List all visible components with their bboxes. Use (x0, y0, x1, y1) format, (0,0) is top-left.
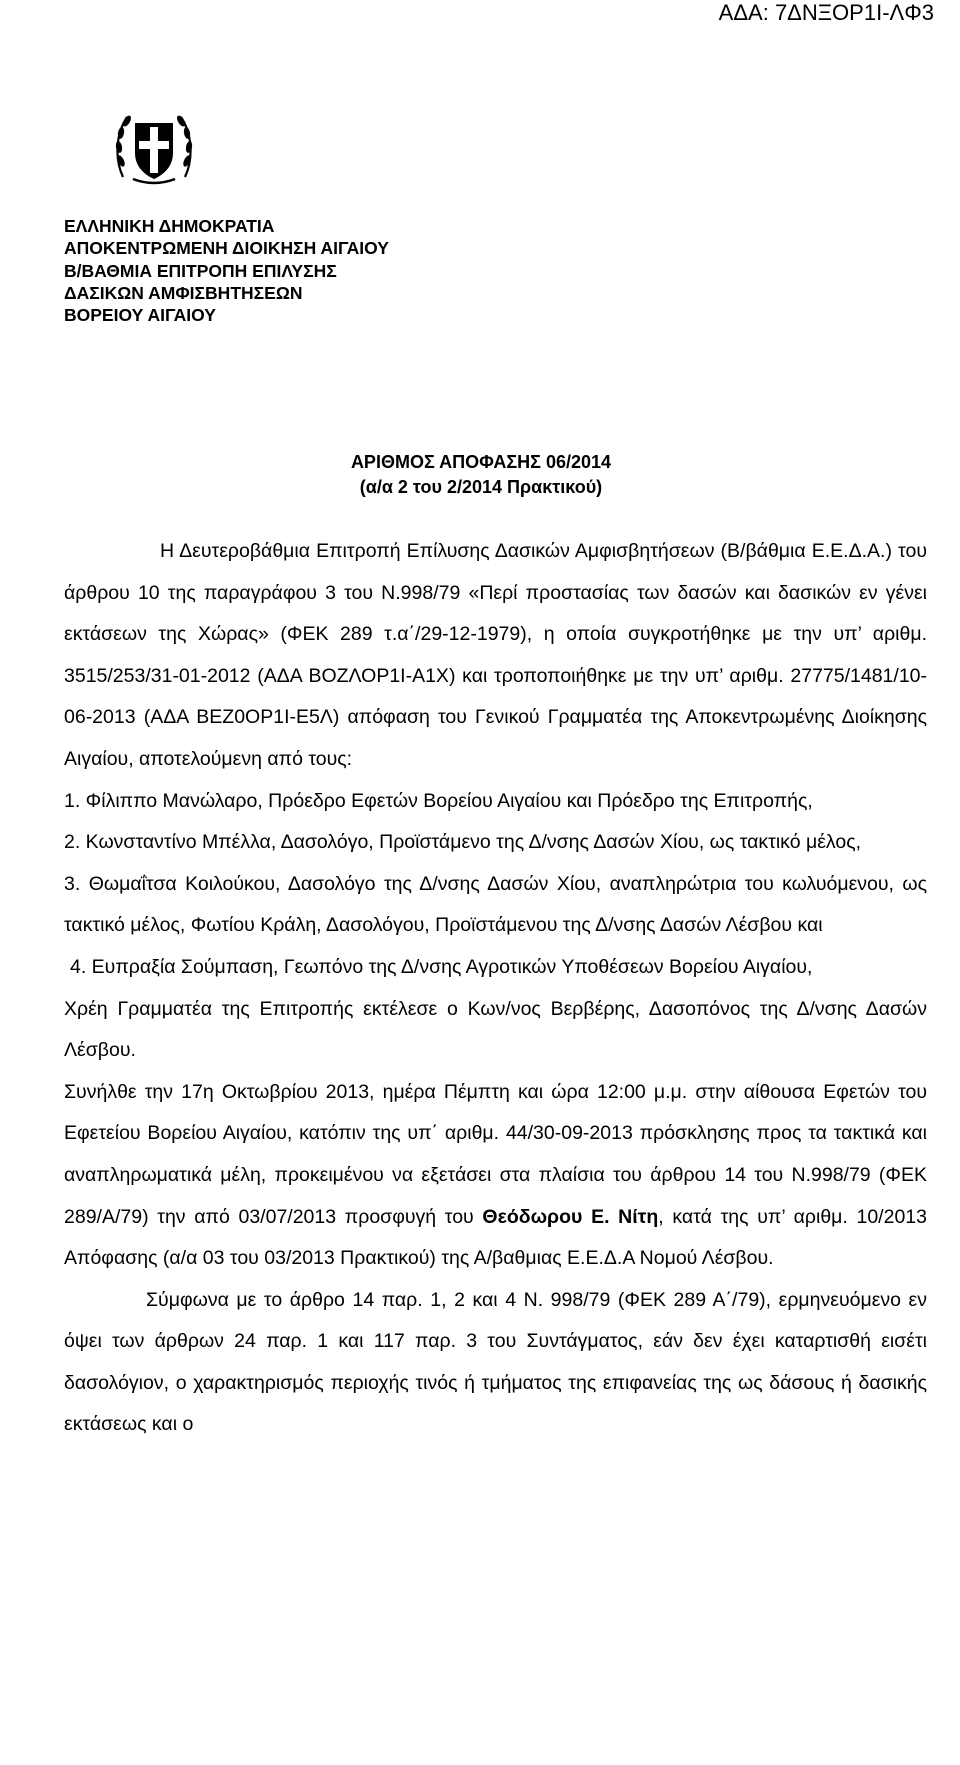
header-line: ΒΟΡΕΙΟΥ ΑΙΓΑΙΟΥ (64, 305, 216, 326)
secretary-paragraph: Χρέη Γραμματέα της Επιτροπής εκτέλεσε ο Κων/νος Βερβέρης, Δασοπόνος της Δ/νσης Δασών Λέσβου. (64, 997, 927, 1062)
legal-paragraph: Σύμφωνα με το άρθρο 14 παρ. 1, 2 και 4 Ν. 998/79 (ΦΕΚ 289 Α΄/79), ερμηνευόμενο εν όψει των άρθρων 24 παρ. 1 και 117 παρ. 3 του Συντάγματος, εάν δεν έχει καταρτισθή εισέτι δασολόγιον, ο χαρακτηρισμός περιοχής τινός ή τμήματος της επιφανείας της ως δάσους ή δασικής εκτάσεως και ο (64, 1288, 927, 1436)
member-item: 1. Φίλιππο Μανώλαρο, Πρόεδρο Εφετών Βορείου Αιγαίου και Πρόεδρο της Επιτροπής, (64, 789, 813, 812)
header-line: ΕΛΛΗΝΙΚΗ ΔΗΜΟΚΡΑΤΙΑ (64, 216, 275, 236)
document-body (64, 531, 927, 1446)
issuer-header (64, 215, 389, 326)
member-item: 4. Ευπραξία Σούμπαση, Γεωπόνο της Δ/νσης Αγροτικών Υποθέσεων Βορείου Αιγαίου, (70, 955, 813, 978)
decision-title-block (0, 450, 960, 500)
intro-paragraph: Η Δευτεροβάθμια Επιτροπή Επίλυσης Δασικών Αμφισβητήσεων (Β/βάθμια Ε.Ε.Δ.Α.) του άρθρου 10 της παραγράφου 3 του Ν.998/79 «Περί προστασίας των δασών και δασικών εν γένει εκτάσεων της Χώρας» (ΦΕΚ 289 τ.α΄/29-12-1979), η οποία συγκροτήθηκε με την υπ’ αριθμ. 3515/253/31-01-2012 (ΑΔΑ ΒΟΖΛΟΡ1Ι-Α1Χ) και τροποποιήθηκε με την υπ’ αριθμ. 27775/1481/10-06-2013 (ΑΔΑ ΒΕΖ0ΟΡ1Ι-Ε5Λ) απόφαση του Γενικού Γραμματέα της Αποκεντρωμένης Διοίκησης Αιγαίου, αποτελούμενη από τους: (64, 540, 927, 770)
appellant-name: Θεόδωρου Ε. Νίτη (482, 1205, 659, 1228)
meeting-paragraph (64, 1072, 927, 1280)
member-item: 2. Κωνσταντίνο Μπέλλα, Δασολόγο, Προϊστάμενο της Δ/νσης Δασών Χίου, ως τακτικό μέλος, (64, 831, 862, 854)
member-item: 3. Θωμαΐτσα Κοιλούκου, Δασολόγο της Δ/νσης Δασών Χίου, αναπληρώτρια του κωλυόμενου, ως τακτικό μέλος, Φωτίου Κράλη, Δασολόγου, Προϊστάμενου της Δ/νσης Δασών Λέσβου και (64, 872, 927, 937)
meeting-text: , κατά της υπ’ αριθμ. 10/2013 Απόφασης (α/α 03 του 03/2013 Πρακτικού) της Α/βαθμιας Ε.Ε.Δ.Α Νομού Λέσβου. (64, 1205, 927, 1270)
header-line: ΔΑΣΙΚΩΝ ΑΜΦΙΣΒΗΤΗΣΕΩΝ (64, 282, 303, 303)
meeting-text: Συνήλθε την 17η Οκτωβρίου 2013, ημέρα Πέμπτη και ώρα 12:00 μ.μ. στην αίθουσα Εφετών του Εφετείου Βορείου Αιγαίου, κατόπιν της υπ΄ αριθμ. 44/30-09-2013 πρόσκλησης προς τα τακτικά και αναπληρωματικά μέλη, προκειμένου να εξετάσει στα πλαίσια του άρθρου 14 του Ν.998/79 (ΦΕΚ 289/Α/79) την από 03/07/2013 προσφυγή του (64, 1080, 927, 1228)
header-line: ΑΠΟΚΕΝΤΡΩΜΕΝΗ ΔΙΟΙΚΗΣΗ ΑΙΓΑΙΟΥ (64, 238, 389, 259)
decision-title: ΑΡΙΘΜΟΣ ΑΠΟΦΑΣΗΣ 06/2014 (350, 452, 612, 472)
coat-of-arms-icon (113, 105, 195, 187)
header-line: Β/ΒΑΘΜΙΑ ΕΠΙΤΡΟΠΗ ΕΠΙΛΥΣΗΣ (64, 260, 337, 281)
decision-subtitle: (α/α 2 του 2/2014 Πρακτικού) (359, 477, 603, 497)
ada-code: ΑΔΑ: 7ΔΝΞΟΡ1Ι-ΛΦ3 (718, 0, 934, 25)
